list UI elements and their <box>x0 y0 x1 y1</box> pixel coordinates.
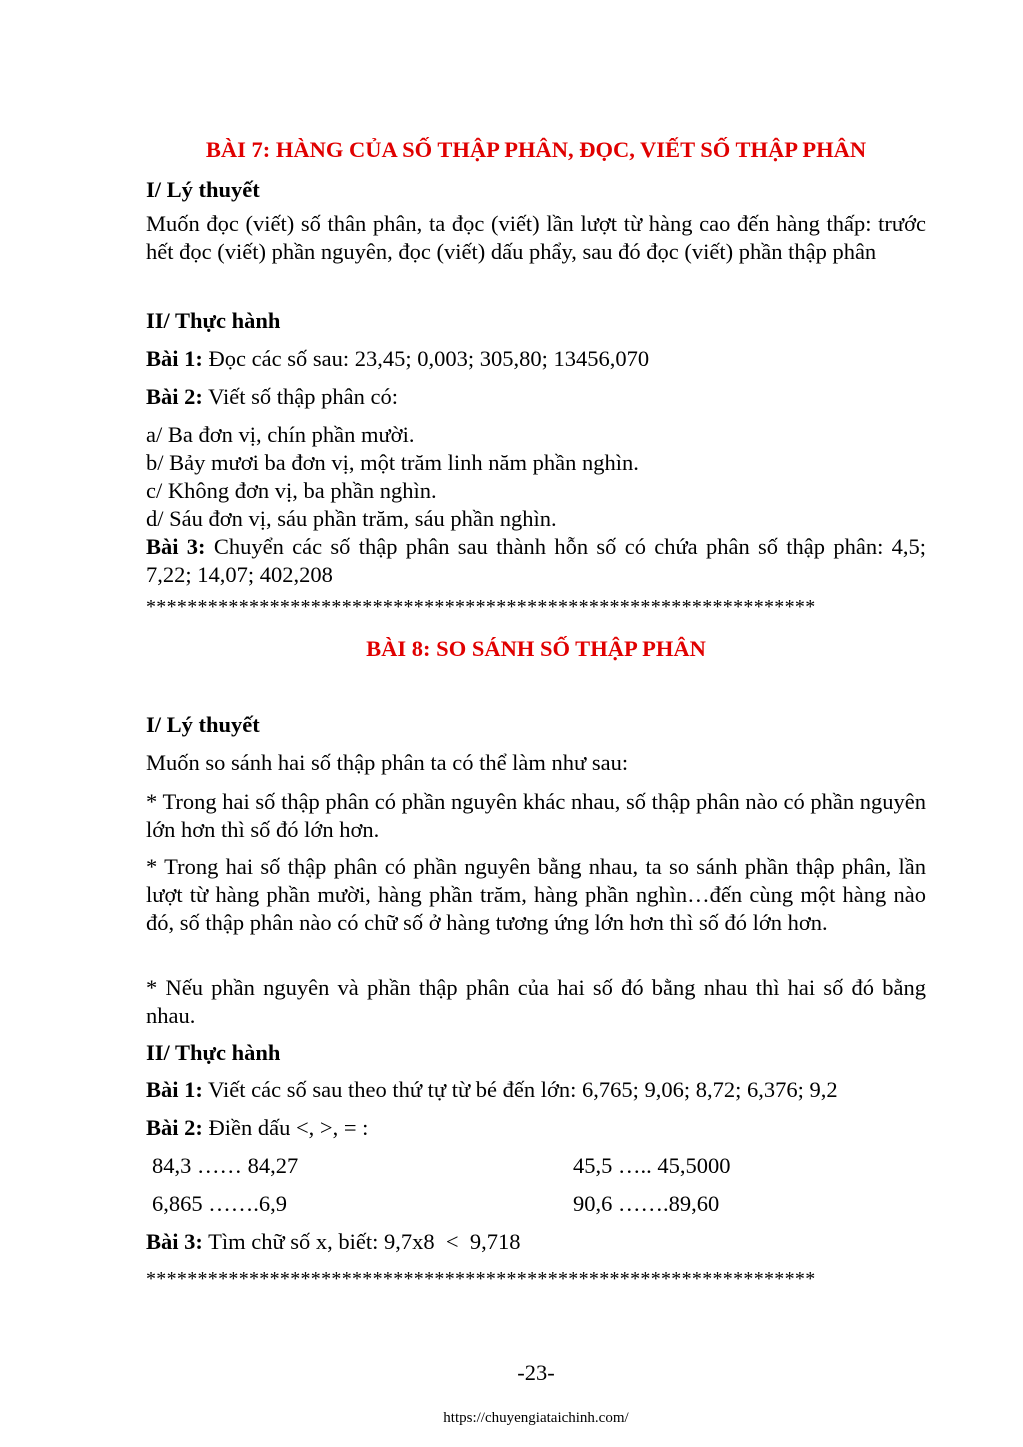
list-item: d/ Sáu đơn vị, sáu phần trăm, sáu phần nghìn. <box>146 506 557 531</box>
exercise-label: Bài 3: <box>146 534 206 559</box>
lesson7-exercise-1 <box>146 346 649 372</box>
exercise-label: Bài 2: <box>146 1115 203 1140</box>
comparison-item: 45,5 ….. 45,5000 <box>573 1153 731 1178</box>
comparison-item: 90,6 …….89,60 <box>573 1191 720 1216</box>
exercise-text: Đọc các số sau: 23,45; 0,003; 305,80; 13456,070 <box>202 346 650 371</box>
exercise-label: Bài 1: <box>146 1077 203 1102</box>
comparison-item: 6,865 …….6,9 <box>152 1191 287 1216</box>
lesson8-exercise-2 <box>146 1115 368 1141</box>
list-item: b/ Bảy mươi ba đơn vị, một trăm linh năm phần nghìn. <box>146 450 639 475</box>
exercise-label: Bài 3: <box>146 1229 203 1254</box>
page-number: -23- <box>517 1360 555 1385</box>
exercise-text: Điền dấu <, >, = : <box>202 1115 369 1140</box>
exercise-text: Viết các số sau theo thứ tự từ bé đến lớn: 6,765; 9,06; 8,72; 6,376; 9,2 <box>202 1077 838 1102</box>
list-item: c/ Không đơn vị, ba phần nghìn. <box>146 478 437 503</box>
lesson7-practice-heading: II/ Thực hành <box>146 308 281 333</box>
separator: ***************************************************************** <box>146 1268 816 1290</box>
lesson8-rule-2: * Trong hai số thập phân có phần nguyên bằng nhau, ta so sánh phần thập phân, lần lượt từ hàng phần mười, hàng phần trăm, hàng phần nghìn…đến cùng một hàng nào đó, số thập phân nào có chữ số ở hàng tương ứng lớn hơn thì số đó lớn hơn. <box>146 854 926 935</box>
lesson7-exercise-2 <box>146 384 398 410</box>
lesson8-exercise-1 <box>146 1077 838 1103</box>
lesson8-title: BÀI 8: SO SÁNH SỐ THẬP PHÂN <box>366 636 706 661</box>
comparison-item: 84,3 …… 84,27 <box>152 1153 299 1178</box>
lesson7-title: BÀI 7: HÀNG CỦA SỐ THẬP PHÂN, ĐỌC, VIẾT SỐ THẬP PHÂN <box>205 137 867 162</box>
footer-url[interactable]: https://chuyengiataichinh.com/ <box>443 1410 629 1426</box>
lesson7-theory-text: Muốn đọc (viết) số thân phân, ta đọc (viết) lần lượt từ hàng cao đến hàng thấp: trước hết đọc (viết) phần nguyên, đọc (viết) dấu phẩy, sau đó đọc (viết) phần thập phân <box>146 211 926 264</box>
lesson8-exercise-3 <box>146 1229 520 1255</box>
exercise-text: Chuyển các số thập phân sau thành hỗn số có chứa phân số thập phân: 4,5; 7,22; 14,07; 402,208 <box>146 534 926 587</box>
lesson8-rule-3: * Nếu phần nguyên và phần thập phân của hai số đó bằng nhau thì hai số đó bằng nhau. <box>146 975 926 1028</box>
lesson7-theory-heading: I/ Lý thuyết <box>146 177 260 202</box>
lesson8-practice-heading: II/ Thực hành <box>146 1040 281 1065</box>
lesson7-exercise-3 <box>146 533 926 589</box>
lesson8-rule-1: * Trong hai số thập phân có phần nguyên khác nhau, số thập phân nào có phần nguyên lớn hơn thì số đó lớn hơn. <box>146 789 926 842</box>
list-item: a/ Ba đơn vị, chín phần mười. <box>146 422 415 447</box>
exercise-text: Viết số thập phân có: <box>202 384 398 409</box>
exercise-label: Bài 2: <box>146 384 203 409</box>
separator: ***************************************************************** <box>146 596 816 618</box>
exercise-label: Bài 1: <box>146 346 203 371</box>
exercise-text: Tìm chữ số x, biết: 9,7x8 < 9,718 <box>202 1229 521 1254</box>
lesson8-theory-heading: I/ Lý thuyết <box>146 712 260 737</box>
lesson8-theory-intro: Muốn so sánh hai số thập phân ta có thể làm như sau: <box>146 750 629 775</box>
